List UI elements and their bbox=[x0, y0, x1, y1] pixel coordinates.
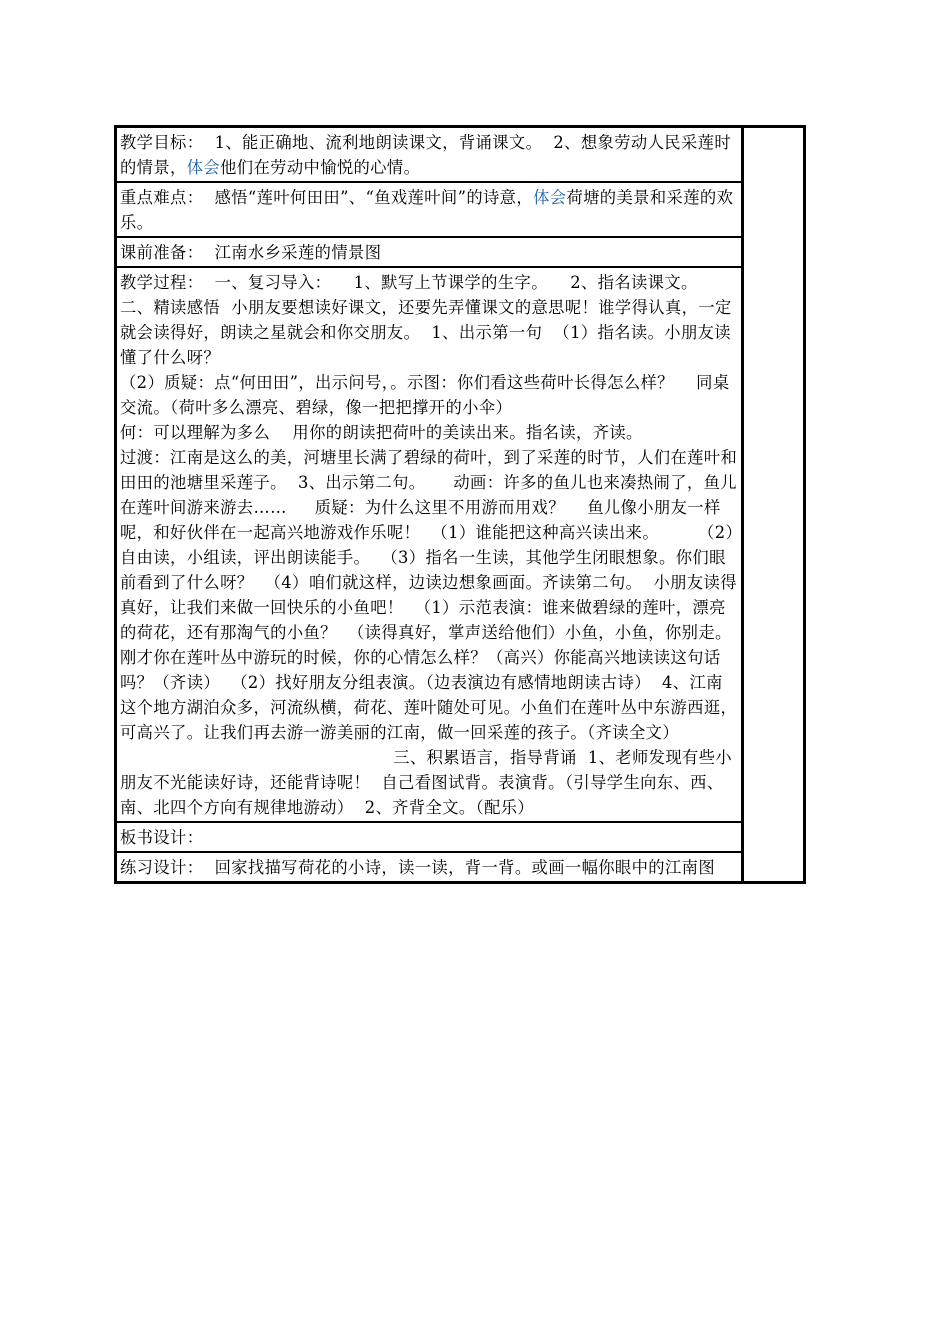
process-cell bbox=[116, 267, 742, 822]
lesson-plan-table bbox=[114, 125, 806, 884]
row-exercise bbox=[116, 852, 804, 882]
row-board-design bbox=[116, 822, 804, 852]
key-points-text-b: 荷塘的美景和采莲的欢乐。 bbox=[120, 188, 734, 232]
exercise-label: 练习设计： bbox=[120, 858, 204, 877]
objectives-label: 教学目标： bbox=[120, 133, 204, 152]
key-points-text-a: 感悟“莲叶何田田”、“鱼戏莲叶间”的诗意， bbox=[203, 188, 534, 207]
row-process bbox=[116, 267, 804, 822]
process-label: 教学过程： bbox=[120, 273, 204, 292]
objectives-cell bbox=[116, 127, 742, 182]
board-design-cell bbox=[116, 822, 742, 852]
row-key-points bbox=[116, 182, 804, 237]
row-objectives bbox=[116, 127, 804, 182]
board-design-label: 板书设计： bbox=[120, 828, 204, 847]
key-points-highlight: 体会 bbox=[533, 188, 567, 207]
process-text: 一、复习导入： 1、默写上节课学的生字。 2、指名读课文。 二、精读感悟 小朋友要想读好课文，还要先弄懂课文的意思呢！谁学得认真，一定就会读得好，朗读之星就会和你交朋友。 1、出示第一句 （1）指名读。小朋友读懂了什么呀？ （2）质疑：点“何田田”，出示问号，。示图：你们看这些荷叶长得怎么样？ 同桌交流。（荷叶多么漂亮、碧绿，像一把把撑开的小伞） 何：可以理解为多么 用你的朗读把荷叶的美读出来。指名读，齐读。 过渡：江南是这么的美，河塘里长满了碧绿的荷叶，到了采莲的时节，人们在莲叶和田田的池塘里采莲子。 3、出示第二句。 动画：许多的鱼儿也来凑热闹了，鱼儿在莲叶间游来游去…… 质疑：为什么这里不用游而用戏？ 鱼儿像小朋友一样呢，和好伙伴在一起高兴地游戏作乐呢！ （1）谁能把这种高兴读出来。 （2）自由读，小组读，评出朗读能手。 （3）指名一生读，其他学生闭眼想象。你们眼前看到了什么呀？ （4）咱们就这样，边读边想象画面。齐读第二句。 小朋友读得真好，让我们来做一回快乐的小鱼吧！ （1）示范表演：谁来做碧绿的莲叶，漂亮的荷花，还有那淘气的小鱼？ （读得真好，掌声送给他们）小鱼，小鱼，你别走。刚才你在莲叶丛中游玩的时候，你的心情怎么样？（高兴）你能高兴地读读这句话吗？（齐读） （2）找好朋友分组表演。（边表演边有感情地朗读古诗） 4、江南这个地方湖泊众多，河流纵横，荷花、莲叶随处可见。小鱼们在莲叶丛中东游西逛，可高兴了。让我们再去游一游美丽的江南，做一回采莲的孩子。（齐读全文） 三、积累语言，指导背诵 1、老师发现有些小朋友不光能读好诗，还能背诗呢！ 自己看图试背。表演背。（引导学生向东、西、南、北四个方向有规律地游动） 2、齐背全文。（配乐） bbox=[120, 273, 738, 817]
preparation-cell bbox=[116, 237, 742, 267]
exercise-cell bbox=[116, 852, 742, 882]
objectives-text-b: 他们在劳动中愉悦的心情。 bbox=[220, 158, 421, 177]
side-column-cell bbox=[742, 127, 804, 882]
preparation-text: 江南水乡采莲的情景图 bbox=[203, 243, 382, 262]
key-points-label: 重点难点： bbox=[120, 188, 204, 207]
exercise-text: 回家找描写荷花的小诗，读一读，背一背。或画一幅你眼中的江南图 bbox=[203, 858, 716, 877]
objectives-highlight: 体会 bbox=[186, 158, 221, 177]
key-points-cell bbox=[116, 182, 742, 237]
objectives-text-a: 1、能正确地、流利地朗读课文，背诵课文。 2、想象劳动人民采莲时的情景， bbox=[120, 133, 732, 177]
preparation-label: 课前准备： bbox=[120, 243, 204, 262]
row-preparation bbox=[116, 237, 804, 267]
